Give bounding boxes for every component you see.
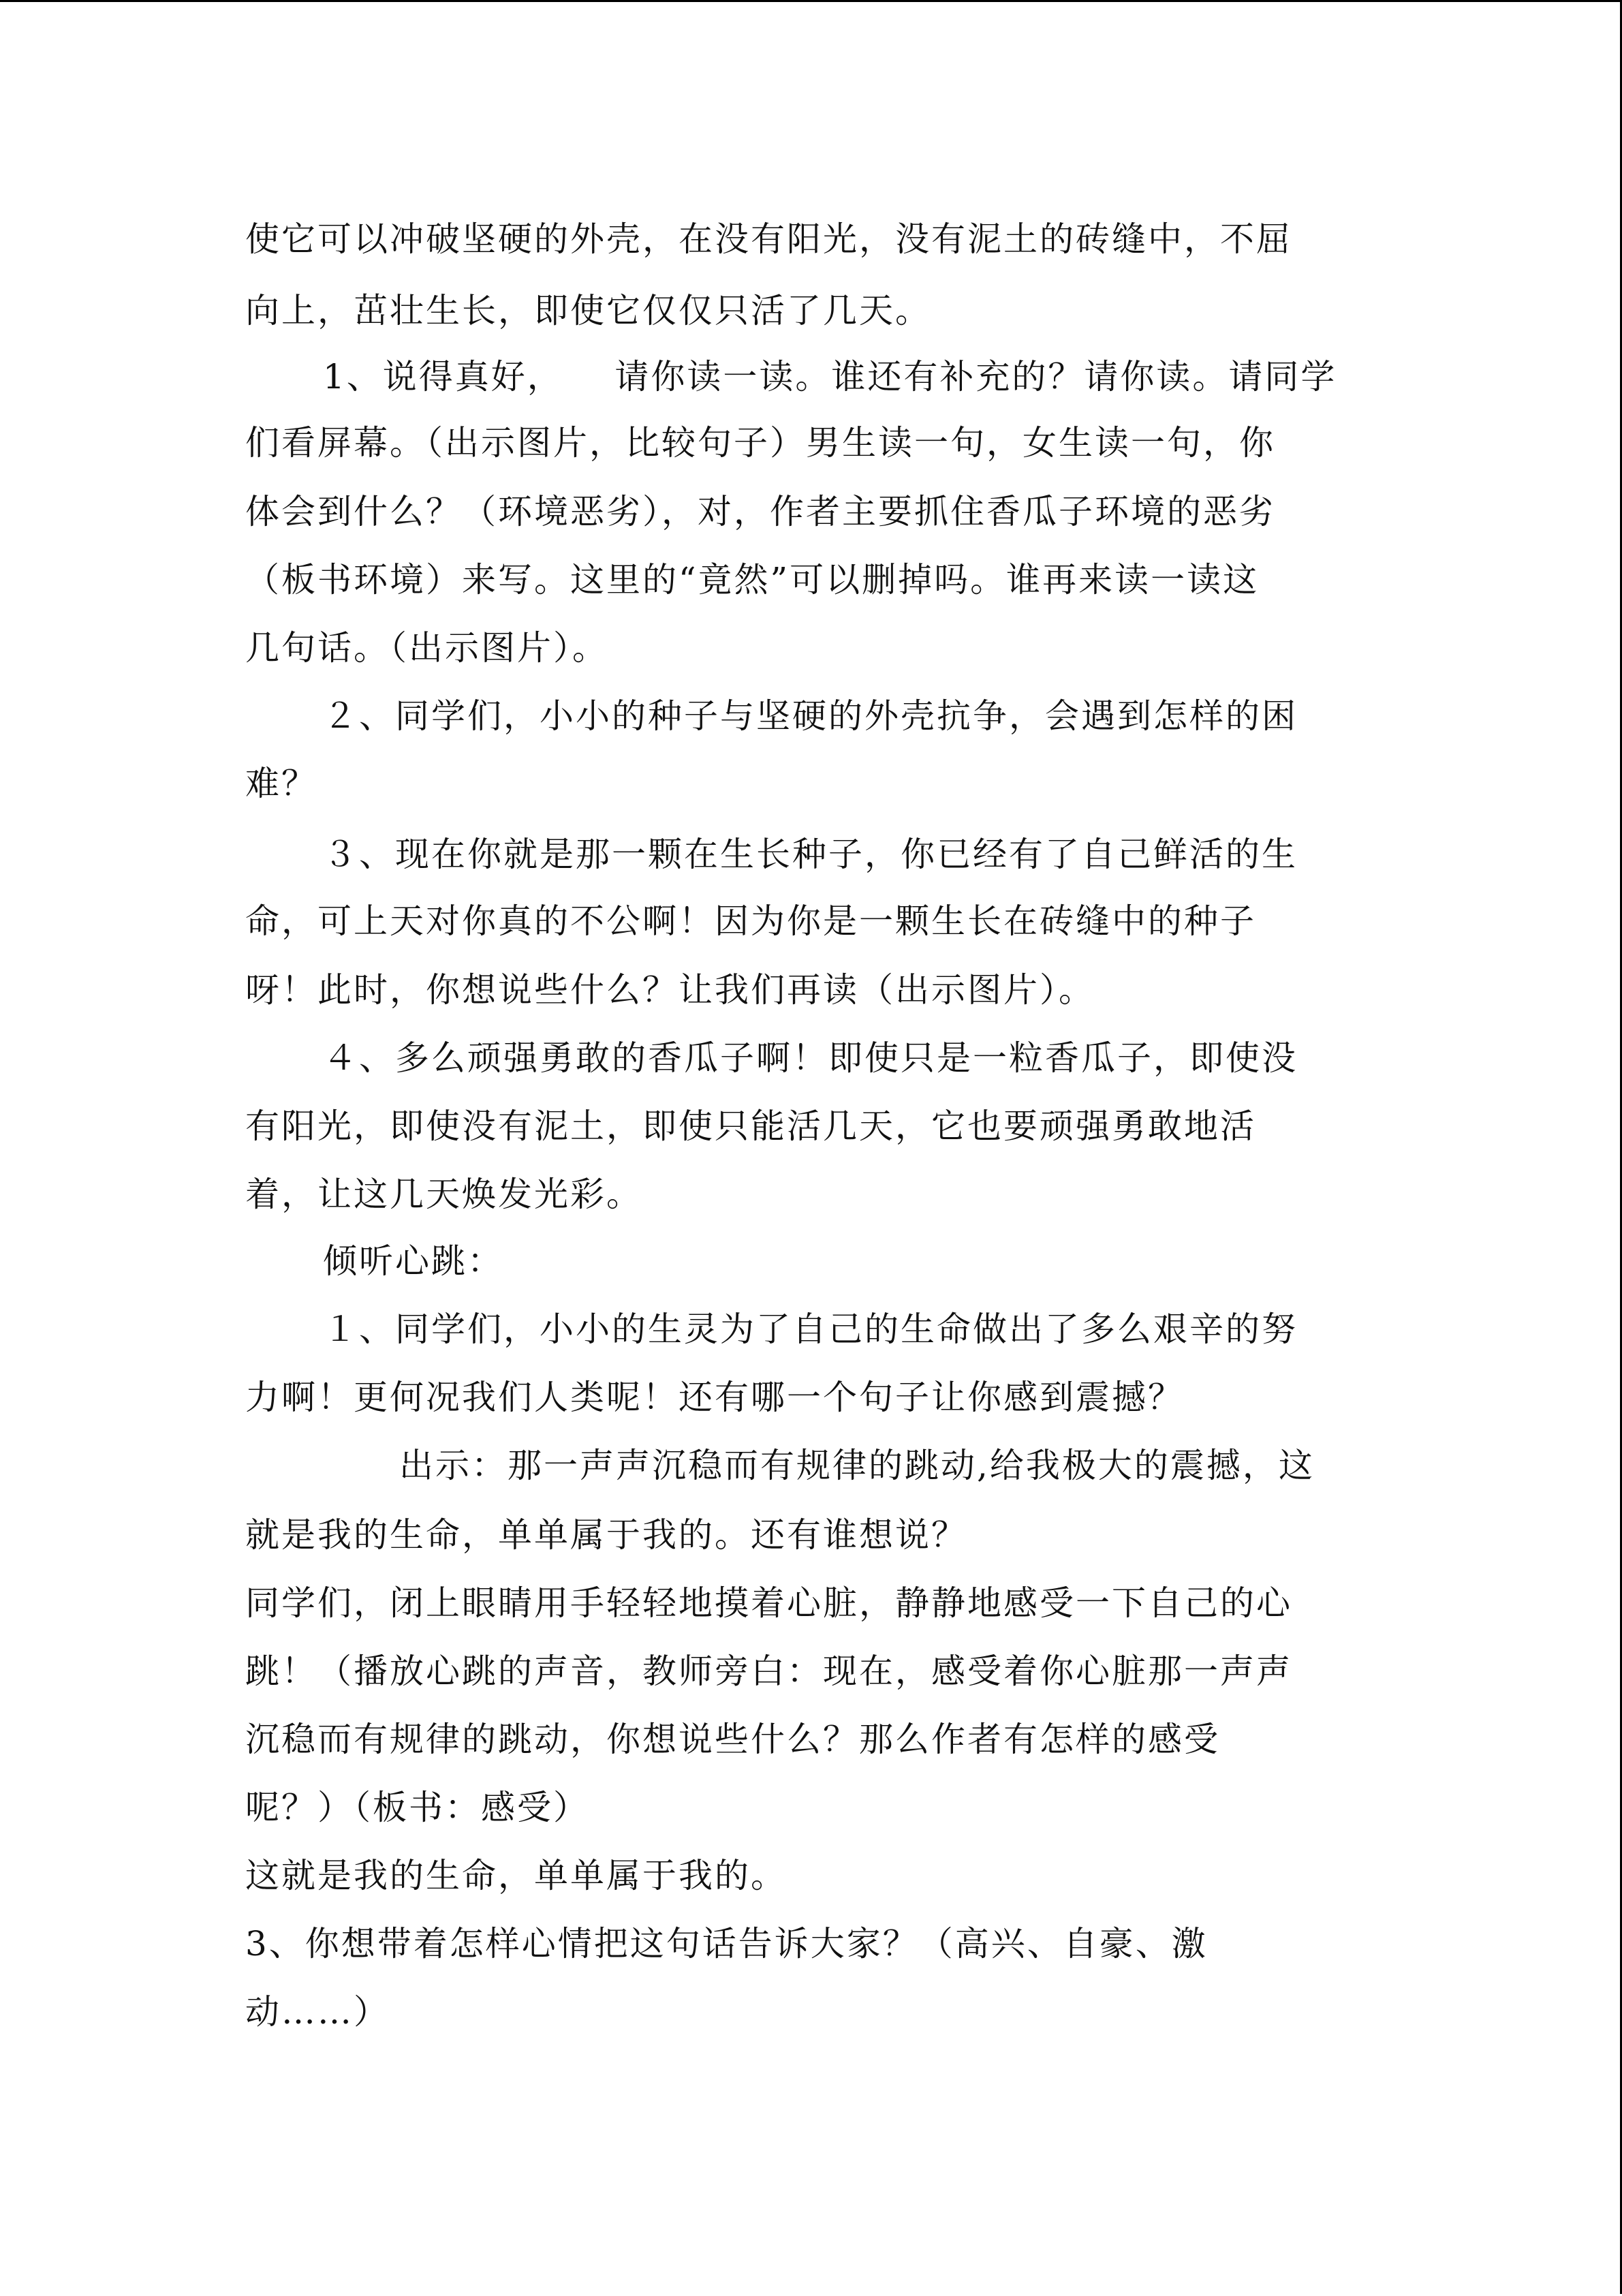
paragraph-line: ４、多么顽强勇敢的香瓜子啊！即使只是一粒香瓜子，即使没: [323, 1038, 1298, 1078]
paragraph-line: 体会到什么？（环境恶劣），对，作者主要抓住香瓜子环境的恶劣: [245, 492, 1275, 531]
paragraph-line: 几句话。（出示图片）。: [245, 628, 608, 668]
paragraph-line: 力啊！更何况我们人类呢！还有哪一个句子让你感到震撼？: [245, 1378, 1184, 1417]
paragraph-line: ３、现在你就是那一颗在生长种子，你已经有了自己鲜活的生: [323, 835, 1298, 874]
paragraph-line: 难？: [245, 764, 317, 803]
paragraph-line: ２、同学们，小小的种子与坚硬的外壳抗争，会遇到怎样的困: [323, 696, 1298, 736]
paragraph-line: 命，可上天对你真的不公啊！因为你是一颗生长在砖缝中的种子: [245, 901, 1256, 941]
section-heading: 倾听心跳：: [323, 1241, 503, 1281]
paragraph-line: 出示：那一声声沉稳而有规律的跳动,给我极大的震撼，这: [399, 1446, 1315, 1485]
paragraph-line: １、同学们，小小的生灵为了自己的生命做出了多么艰辛的努: [323, 1309, 1298, 1349]
paragraph-line: 1、说得真好， 请你读一读。谁还有补充的？请你读。请同学: [323, 357, 1337, 397]
paragraph-line: 沉稳而有规律的跳动，你想说些什么？那么作者有怎样的感受: [245, 1720, 1220, 1759]
paragraph-line: 跳！（播放心跳的声音，教师旁白：现在，感受着你心脏那一声声: [245, 1651, 1292, 1691]
paragraph-line: 这就是我的生命，单单属于我的。: [245, 1856, 787, 1895]
paragraph-line: 呀！此时，你想说些什么？让我们再读（出示图片）。: [245, 970, 1095, 1010]
paragraph-line: 呢？）（板书：感受）: [245, 1788, 589, 1827]
paragraph-line: 使它可以冲破坚硬的外壳，在没有阳光，没有泥土的砖缝中，不屈: [245, 219, 1292, 259]
paragraph-line: 们看屏幕。（出示图片，比较句子）男生读一句，女生读一句，你: [245, 423, 1275, 463]
document-body: [0, 2, 1622, 2296]
paragraph-line: 有阳光，即使没有泥土，即使只能活几天，它也要顽强勇敢地活: [245, 1106, 1256, 1146]
paragraph-line: 同学们，闭上眼睛用手轻轻地摸着心脏，静静地感受一下自己的心: [245, 1583, 1292, 1623]
paragraph-line: 着，让这几天焕发光彩。: [245, 1175, 642, 1214]
paragraph-line: （板书环境）来写。这里的“竟然”可以删掉吗。谁再来读一读这: [245, 560, 1260, 600]
paragraph-line: 3、你想带着怎样心情把这句话告诉大家？（高兴、自豪、激: [245, 1924, 1208, 1964]
paragraph-line: 就是我的生命，单单属于我的。还有谁想说？: [245, 1515, 967, 1555]
paragraph-line: 向上，茁壮生长，即使它仅仅只活了几天。: [245, 291, 931, 330]
paragraph-line: 动……）: [245, 1992, 390, 2032]
